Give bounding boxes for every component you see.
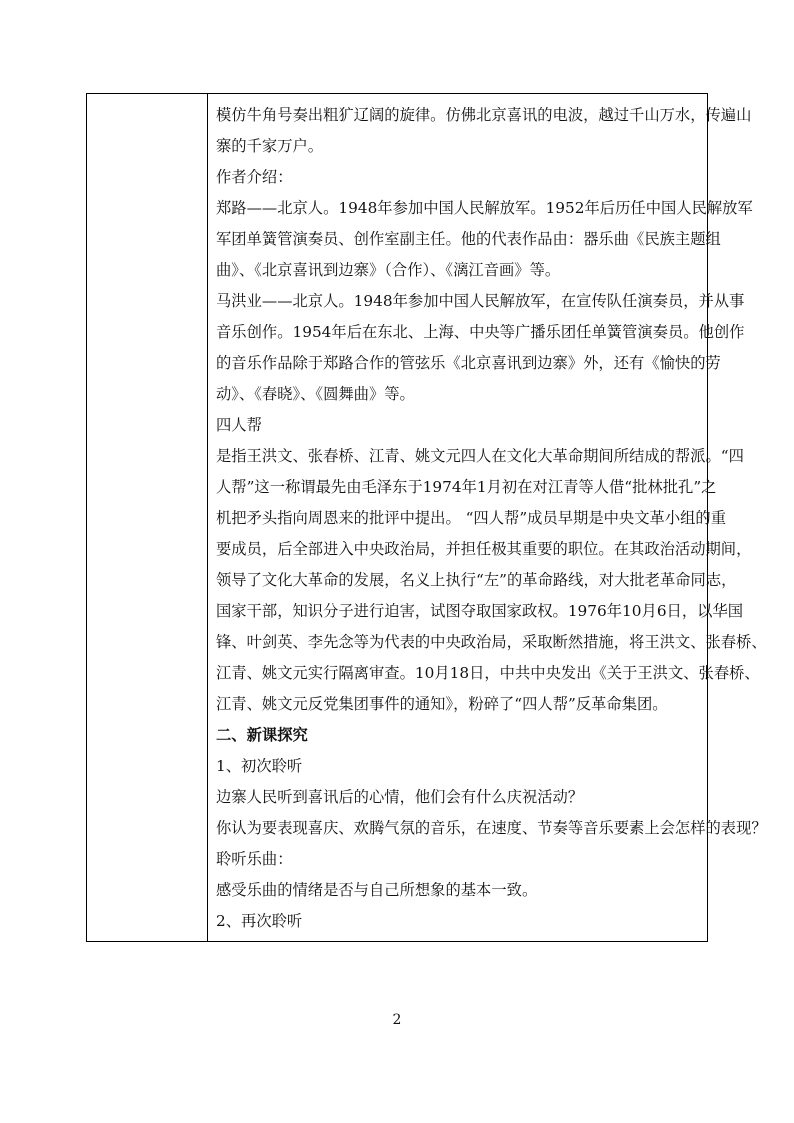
text-line: 聆听乐曲： — [216, 850, 293, 868]
text-line: 模仿牛角号奏出粗犷辽阔的旋律。仿佛北京喜讯的电波，越过千山万水，传遍山 — [216, 106, 752, 124]
text-line: 机把矛头指向周恩来的批评中提出。 “四人帮”成员早期是中央文革小组的重 — [216, 509, 727, 527]
text-line: 曲》、《北京喜讯到边寨》（合作）、《漓江音画》等。 — [216, 261, 561, 279]
text-line: 国家干部，知识分子进行迫害，试图夺取国家政权。1976年10月6日，以华国 — [216, 602, 744, 620]
section-heading: 二、新课探究 — [216, 726, 308, 744]
text-line: 四人帮 — [216, 416, 262, 434]
text-line: 你认为要表现喜庆、欢腾气氛的音乐，在速度、节奏等音乐要素上会怎样的表现？ — [216, 819, 767, 837]
page-number: 2 — [392, 1012, 402, 1028]
text-line: 是指王洪文、张春桥、江青、姚文元四人在文化大革命期间所结成的帮派。“四 — [216, 447, 744, 465]
text-line: 人帮”这一称谓最先由毛泽东于1974年1月初在对江青等人借“批林批孔”之 — [216, 478, 717, 496]
text-line: 寨的千家万户。 — [216, 137, 324, 155]
text-line: 江青、姚文元实行隔离审查。10月18日，中共中央发出《关于王洪文、张春桥、 — [216, 664, 760, 682]
table-left-column — [87, 94, 208, 941]
text-line: 边寨人民听到喜讯后的心情，他们会有什么庆祝活动？ — [216, 788, 584, 806]
text-line: 军团单簧管演奏员、创作室副主任。他的代表作品由：器乐曲《民族主题组 — [216, 230, 721, 248]
text-line: 要成员，后全部进入中央政治局，并担任极其重要的职位。在其政治活动期间， — [216, 540, 752, 558]
text-line: 音乐创作。1954年后在东北、上海、中央等广播乐团任单簧管演奏员。他创作 — [216, 323, 745, 341]
text-line: 感受乐曲的情绪是否与自己所想象的基本一致。 — [216, 881, 538, 899]
text-line: 郑路——北京人。1948年参加中国人民解放军。1952年后历任中国人民解放军 — [216, 199, 753, 217]
text-line: 马洪业——北京人。1948年参加中国人民解放军，在宣传队任演奏员，并从事 — [216, 292, 745, 310]
text-line: 动》、《春晓》、《圆舞曲》等。 — [216, 385, 415, 403]
text-line: 作者介绍： — [216, 168, 293, 186]
text-line: 1、初次聆听 — [216, 757, 303, 775]
text-line: 2、再次聆听 — [216, 912, 303, 930]
text-line: 领导了文化大革命的发展，名义上执行“左”的革命路线，对大批老革命同志， — [216, 571, 737, 589]
table-content-cell — [209, 94, 767, 941]
text-line: 江青、姚文元反党集团事件的通知》，粉碎了“四人帮”反革命集团。 — [216, 695, 668, 713]
text-line: 锋、叶剑英、李先念等为代表的中央政治局，采取断然措施，将王洪文、张春桥、 — [216, 633, 767, 651]
lesson-table — [86, 93, 767, 942]
text-line: 的音乐作品除于郑路合作的管弦乐《北京喜讯到边寨》外，还有《愉快的劳 — [216, 354, 721, 372]
